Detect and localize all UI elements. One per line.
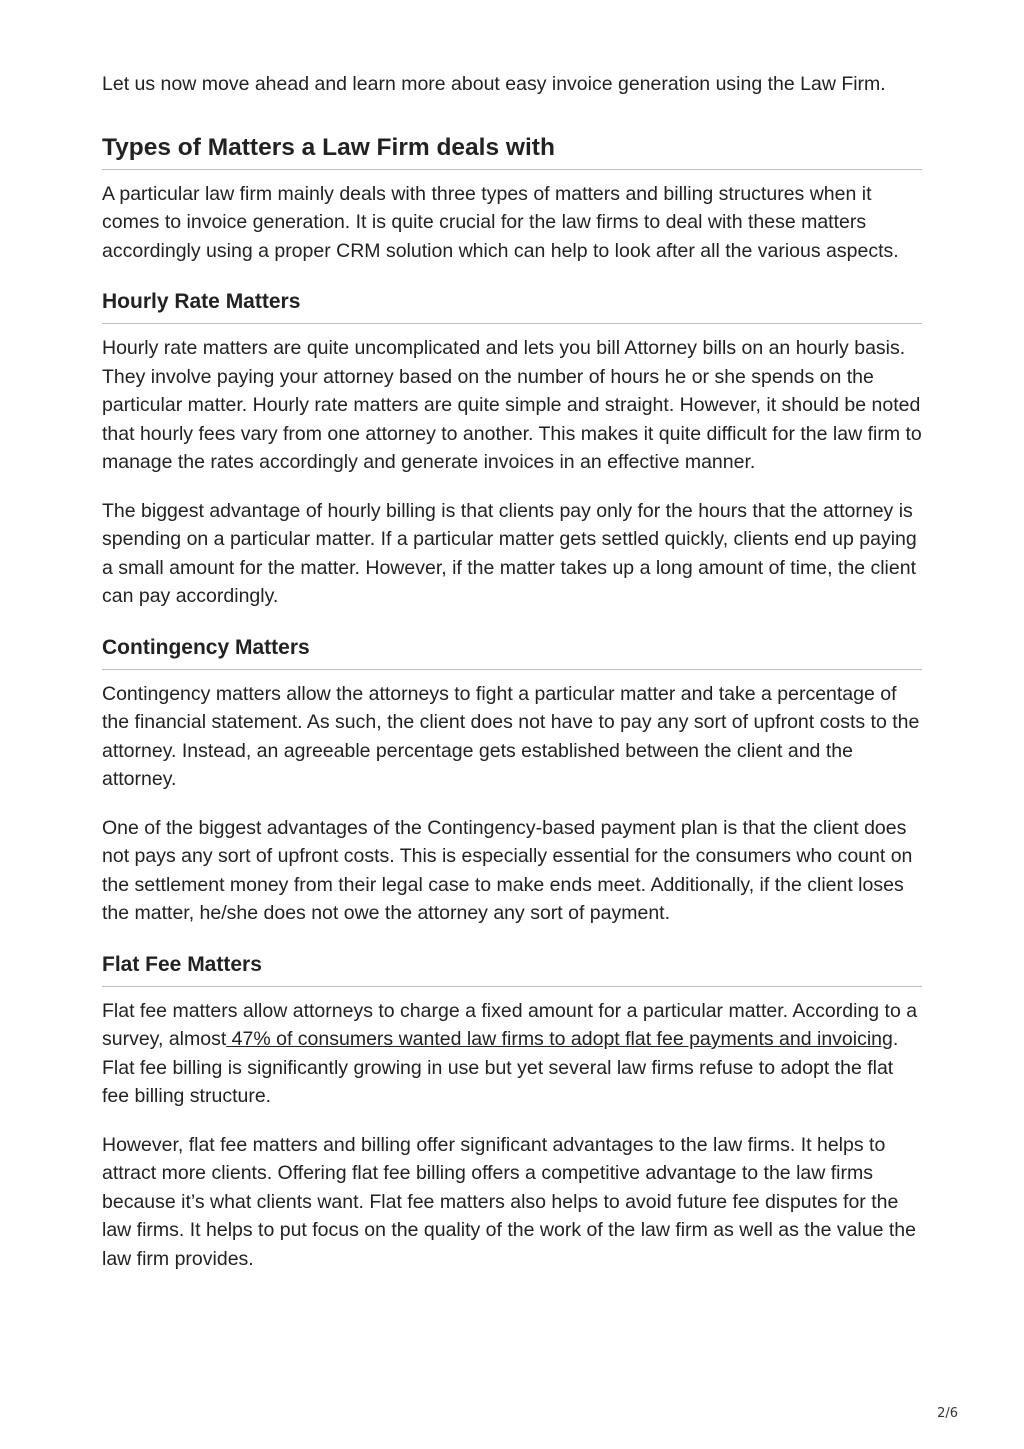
contingency-heading: Contingency Matters	[102, 634, 922, 670]
flat-fee-paragraph-1	[102, 997, 922, 1111]
survey-link[interactable]: 47% of consumers wanted law firms to adopt flat fee payments and invoicing	[226, 1028, 893, 1050]
page-number: 2/6	[937, 1406, 958, 1421]
flat-fee-heading: Flat Fee Matters	[102, 951, 922, 987]
hourly-paragraph-1: Hourly rate matters are quite uncomplicated and lets you bill Attorney bills on an hourly basis. They involve paying your attorney based on the number of hours he or she spends on the particular matter. Hourly rate matters are quite simple and straight. However, it should be noted that hourly fees vary from one attorney to another. This makes it quite difficult for the law firm to manage the rates accordingly and generate invoices in an effective manner.	[102, 337, 922, 473]
flat-fee-text-after: . Flat fee billing is significantly growing in use but yet several law firms refuse to adopt the flat fee billing structure.	[102, 1028, 899, 1107]
contingency-paragraph-2: One of the biggest advantages of the Contingency-based payment plan is that the client does not pays any sort of upfront costs. This is especially essential for the consumers who count on the settlement money from their legal case to make ends meet. Additionally, if the client loses the matter, he/she does not owe the attorney any sort of payment.	[102, 816, 913, 924]
hourly-heading: Hourly Rate Matters	[102, 288, 922, 324]
hourly-paragraph-2: The biggest advantage of hourly billing is that clients pay only for the hours that the attorney is spending on a particular matter. If a particular matter gets settled quickly, clients end up paying a small amount for the matter. However, if the matter takes up a long amount of time, the client can pay accordingly.	[102, 499, 917, 607]
intro-paragraph: Let us now move ahead and learn more about easy invoice generation using the Law Firm.	[102, 73, 886, 95]
contingency-paragraph-1: Contingency matters allow the attorneys to fight a particular matter and take a percentage of the financial statement. As such, the client does not have to pay any sort of upfront costs to the attorney. Instead, an agreeable percentage gets established between the client and the attorney.	[102, 682, 920, 790]
types-paragraph: A particular law firm mainly deals with three types of matters and billing structures when it comes to invoice generation. It is quite crucial for the law firms to deal with these matters accordingly using a proper CRM solution which can help to look after all the various aspects.	[102, 182, 899, 262]
flat-fee-text-before: Flat fee matters allow attorneys to charge a fixed amount for a particular matter. According to a survey, almost	[102, 999, 918, 1050]
types-heading: Types of Matters a Law Firm deals with	[102, 133, 922, 170]
flat-fee-paragraph-2: However, flat fee matters and billing offer significant advantages to the law firms. It helps to attract more clients. Offering flat fee billing offers a competitive advantage to the law firms because it’s what clients want. Flat fee matters also helps to avoid future fee disputes for the law firms. It helps to put focus on the quality of the work of the law firm as well as the value the law firm provides.	[102, 1133, 916, 1270]
document-page	[102, 70, 922, 1273]
